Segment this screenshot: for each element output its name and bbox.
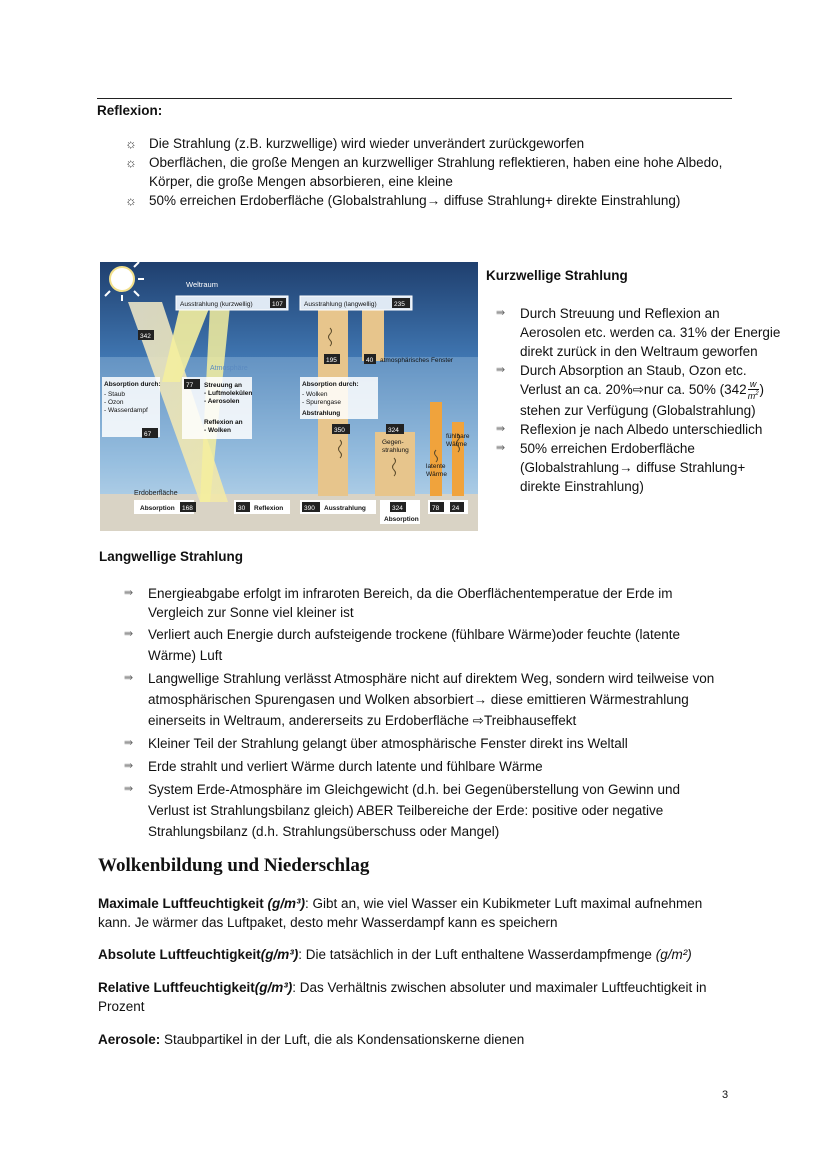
reflexion-heading: Reflexion: bbox=[97, 103, 163, 118]
list-item: ⇛ Reflexion je nach Albedo unterschiedlich bbox=[496, 420, 782, 439]
text: Staubpartikel in der Luft, die als Kondensationskerne dienen bbox=[160, 1032, 525, 1047]
label-fuehlbare: fühlbare Wärme bbox=[446, 433, 470, 448]
label-abstrahlung: Abstrahlung bbox=[302, 410, 341, 417]
fraction-close: ) bbox=[759, 382, 765, 398]
value-390: 390 bbox=[304, 505, 315, 512]
unit: (g/m³) bbox=[267, 896, 306, 911]
list-item: ⇛ Langwellige Strahlung verlässt Atmosphäre nicht auf direktem Weg, sondern wird teilweise von atmosphärischen Spurengasen und Wolken absorbiert→ diese emittieren Wärmestrahlung einerseits in Weltraum, andererseits zu Erdoberfläche ⇨Treibhauseffekt bbox=[124, 668, 724, 731]
label-aus-kurz: Ausstrahlung (kurzwellig) bbox=[180, 301, 253, 308]
list-item: ⇛ Verliert auch Energie durch aufsteigende trockene (fühlbare Wärme)oder feuchte (latente Wärme) Luft bbox=[124, 624, 724, 666]
value-324: 324 bbox=[388, 427, 399, 434]
label-erdoberflaeche: Erdoberfläche bbox=[134, 490, 178, 497]
label-absorption-mid: Absorption durch: bbox=[302, 381, 359, 388]
text: : Das Verhältnis zwischen absoluter und maximaler Luftfeuchtigkeit in Prozent bbox=[98, 980, 707, 1014]
value-350: 350 bbox=[334, 427, 345, 434]
label-absorption-mid-items: - Wolken - Spurengase bbox=[302, 391, 342, 406]
label-absorption-left: Absorption durch: bbox=[104, 381, 161, 388]
term: Aerosole: bbox=[98, 1032, 161, 1047]
fraction-denominator: m bbox=[747, 391, 756, 401]
kurzwellig-heading: Kurzwellige Strahlung bbox=[486, 268, 628, 283]
para-absolute bbox=[98, 945, 738, 964]
list-item-text: Durch Absorption an Staub, Ozon etc. Verlust an ca. 20%⇨nur ca. 50% (342 bbox=[520, 363, 747, 398]
para-aerosole bbox=[98, 1030, 738, 1049]
wolken-title: Wolkenbildung und Niederschlag bbox=[98, 855, 370, 876]
value-30: 30 bbox=[238, 505, 246, 512]
label-absorption-bottom: Absorption bbox=[140, 505, 175, 512]
top-rule bbox=[97, 98, 732, 99]
list-item: ⇛ Erde strahlt und verliert Wärme durch latente und fühlbare Wärme bbox=[124, 756, 724, 777]
fraction bbox=[748, 380, 759, 401]
label-gegenstrahlung: Gegen-strahlung bbox=[382, 439, 409, 454]
list-item bbox=[496, 361, 782, 420]
value-40: 40 bbox=[366, 357, 374, 364]
value-107: 107 bbox=[272, 301, 283, 308]
unit: (g/m³) bbox=[260, 947, 299, 962]
list-item: ☼ Oberflächen, die große Mengen an kurzwelliger Strahlung reflektieren, haben eine hohe Albedo, Körper, die große Mengen absorbieren, eine kleine bbox=[125, 153, 725, 191]
text: : Gibt an, wie viel Wasser ein Kubikmeter Luft maximal aufnehmen kann. Je wärmer das Luftpaket, desto mehr Wasserdampf kann es speichern bbox=[98, 896, 703, 930]
label-aus-lang: Ausstrahlung (langwellig) bbox=[304, 301, 377, 308]
term: Relative Luftfeuchtigkeit bbox=[98, 980, 255, 995]
text: : Die tatsächlich in der Luft enthaltene Wasserdampfmenge bbox=[298, 947, 656, 962]
label-fenster: atmosphärisches Fenster bbox=[380, 357, 453, 364]
para-maximale bbox=[98, 894, 738, 932]
page-number: 3 bbox=[722, 1089, 729, 1101]
reflexion-list bbox=[125, 134, 725, 210]
label-absorption-bottom-2: Absorption bbox=[384, 516, 419, 523]
window-column bbox=[362, 306, 384, 361]
label-ausstrahlung-bottom: Ausstrahlung bbox=[324, 505, 366, 512]
value-67: 67 bbox=[144, 431, 152, 438]
list-item: ⇛ Kleiner Teil der Strahlung gelangt über atmosphärische Fenster direkt ins Weltall bbox=[124, 733, 724, 754]
unit-end: (g/m²) bbox=[655, 947, 692, 962]
list-item: ⇛ Durch Streuung und Reflexion an Aerosolen etc. werden ca. 31% der Energie direkt zurück in den Weltraum geworfen bbox=[496, 304, 782, 361]
latent-heat-column bbox=[430, 402, 442, 496]
value-342: 342 bbox=[140, 333, 151, 340]
list-item-text-cont: stehen zur Verfügung (Globalstrahlung) bbox=[520, 403, 756, 418]
term: Maximale Luftfeuchtigkeit bbox=[98, 896, 264, 911]
label-weltraum: Weltraum bbox=[186, 280, 218, 289]
fraction-numerator: w bbox=[748, 380, 759, 390]
langwellig-heading: Langwellige Strahlung bbox=[99, 549, 244, 564]
list-item: ⇛ System Erde-Atmosphäre im Gleichgewicht (d.h. bei Gegenüberstellung von Gewinn und Verlust ist Strahlungsbilanz gleich) ABER Teilbereiche der Erde: positive oder negative Strahlungsbilanz (d.h. Strahlungsüberschuss oder Mangel) bbox=[124, 779, 724, 842]
langwellig-list bbox=[124, 584, 724, 842]
fraction-exponent: 2 bbox=[755, 391, 759, 397]
value-324-bottom: 324 bbox=[392, 505, 403, 512]
list-item: ⇛ 50% erreichen Erdoberfläche (Globalstrahlung→ diffuse Strahlung+ direkte Einstrahlung) bbox=[496, 439, 782, 496]
label-streuung: Streuung an - Luftmolekülen - Aerosolen bbox=[204, 382, 253, 405]
unit: (g/m³) bbox=[254, 980, 293, 995]
value-168: 168 bbox=[182, 505, 193, 512]
term: Absolute Luftfeuchtigkeit bbox=[98, 947, 261, 962]
list-item: ⇛ Energieabgabe erfolgt im infraroten Bereich, da die Oberflächentemperatue der Erde im Vergleich zur Sonne viel kleiner ist bbox=[124, 584, 724, 622]
para-relative bbox=[98, 978, 738, 1016]
list-item: ☼ 50% erreichen Erdoberfläche (Globalstrahlung→ diffuse Strahlung+ direkte Einstrahlung) bbox=[125, 191, 725, 210]
radiation-budget-diagram bbox=[100, 262, 478, 531]
value-24: 24 bbox=[452, 505, 460, 512]
label-latente: latente Wärme bbox=[426, 463, 447, 478]
value-195: 195 bbox=[326, 357, 337, 364]
list-item: ☼ Die Strahlung (z.B. kurzwellige) wird wieder unverändert zurückgeworfen bbox=[125, 134, 725, 153]
label-atmosphaere: Atmosphäre bbox=[210, 365, 248, 372]
label-reflexion-an: Reflexion an - Wolken bbox=[204, 419, 243, 434]
kurzwellig-list bbox=[496, 304, 782, 496]
label-reflexion-bottom: Reflexion bbox=[254, 505, 284, 512]
label-absorption-left-items: - Staub - Ozon - Wasserdampf bbox=[104, 391, 148, 414]
value-235: 235 bbox=[394, 301, 405, 308]
value-78: 78 bbox=[432, 505, 440, 512]
value-77: 77 bbox=[186, 382, 194, 389]
